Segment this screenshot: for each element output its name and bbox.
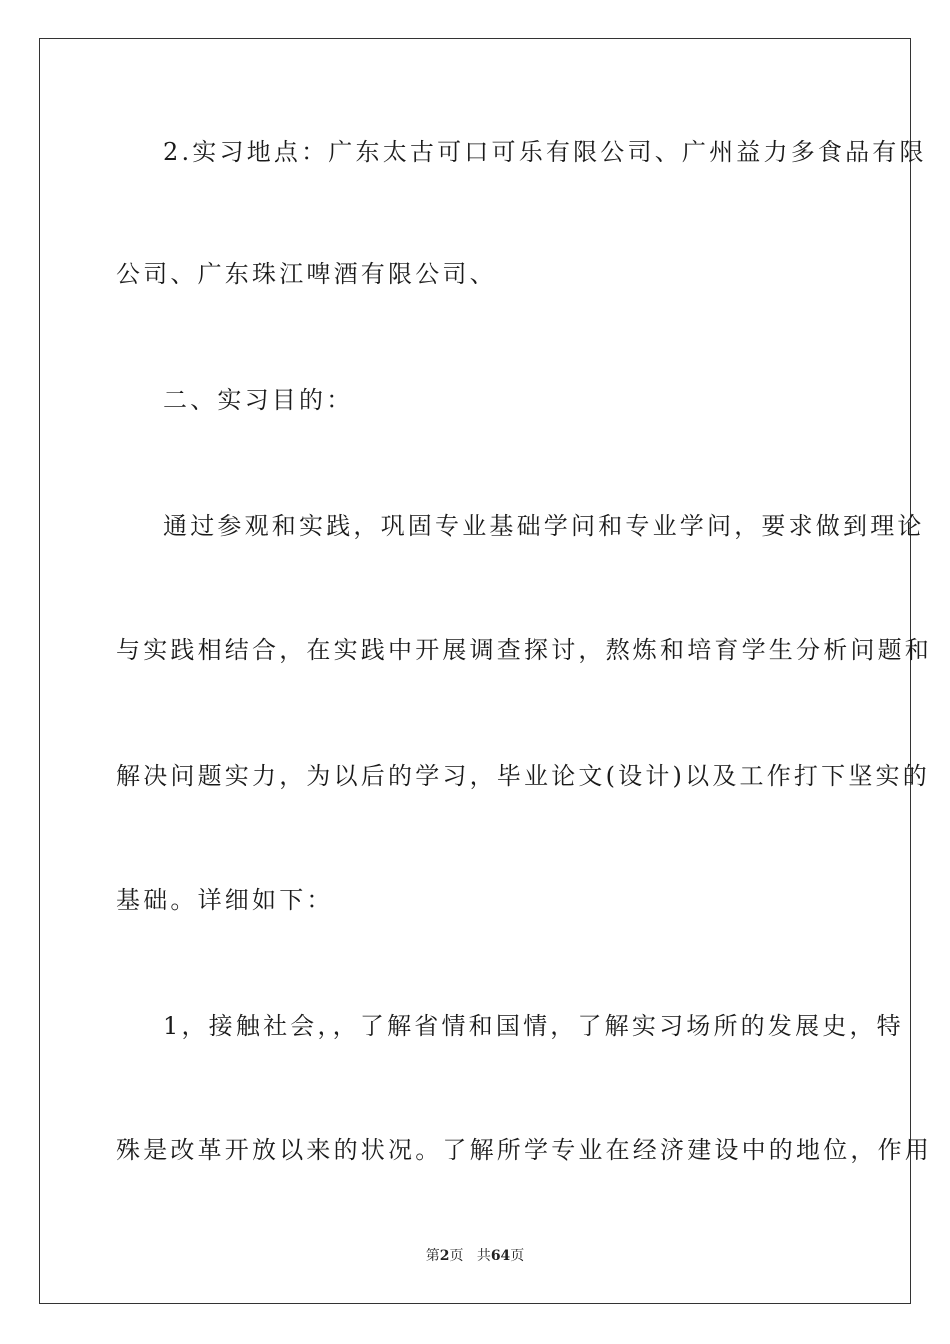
- footer-page-suffix: 页: [449, 1248, 464, 1264]
- page-border: [39, 38, 932, 1304]
- total-pages-number: 64: [490, 1248, 511, 1264]
- footer-prefix: 第: [425, 1248, 440, 1264]
- footer-total-suffix: 页: [510, 1248, 525, 1264]
- current-page-number: 2: [439, 1248, 450, 1264]
- paragraph-line: 公司、广东珠江啤酒有限公司、: [116, 260, 497, 288]
- paragraph-line: 2.实习地点：广东太古可口可乐有限公司、广州益力多食品有限: [163, 138, 927, 166]
- page-footer: [0, 1246, 950, 1266]
- footer-total-prefix: 共: [476, 1248, 491, 1264]
- paragraph-line: 通过参观和实践，巩固专业基础学问和专业学问，要求做到理论: [163, 512, 925, 540]
- paragraph-line: 殊是改革开放以来的状况。了解所学专业在经济建设中的地位，作用: [116, 1136, 932, 1164]
- paragraph-line: 与实践相结合，在实践中开展调查探讨，熬炼和培育学生分析问题和: [116, 636, 932, 664]
- paragraph-line: 1，接触社会，，了解省情和国情，了解实习场所的发展史，特: [163, 1012, 904, 1040]
- paragraph-line: 基础。详细如下：: [116, 886, 334, 914]
- paragraph-line: 解决问题实力，为以后的学习，毕业论文(设计)以及工作打下坚实的: [116, 762, 930, 790]
- section-heading: 二、实习目的：: [163, 386, 354, 414]
